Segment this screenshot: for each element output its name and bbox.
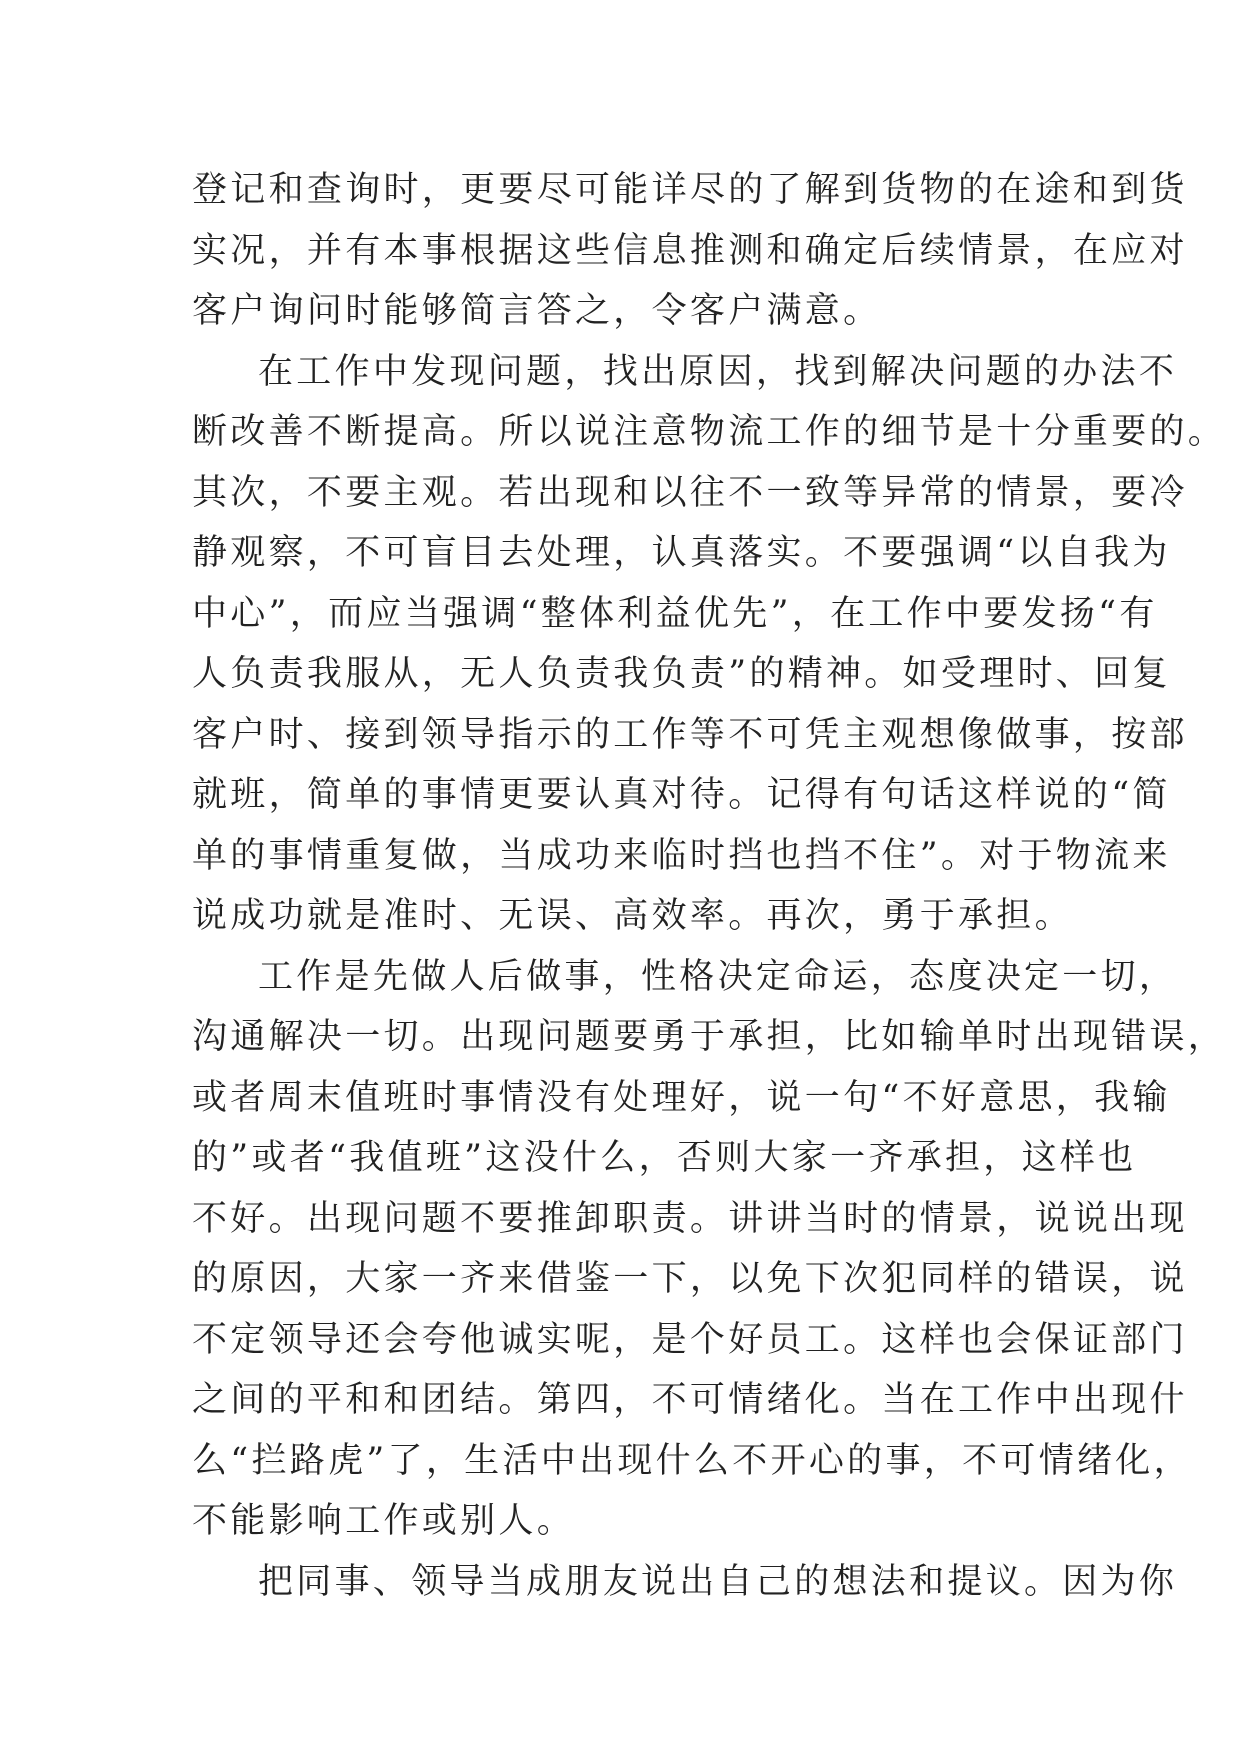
text-line: 的原因，大家一齐来借鉴一下，以免下次犯同样的错误，说 <box>192 1259 1188 1299</box>
text-line: 断改善不断提高。所以说注意物流工作的细节是十分重要的。 <box>192 412 1227 452</box>
text-line: 不定领导还会夸他诚实呢，是个好员工。这样也会保证部门 <box>192 1319 1188 1360</box>
text-line: 不能影响工作或别人。 <box>192 1501 576 1541</box>
text-line: 把同事、领导当成朋友说出自己的想法和提议。因为你 <box>258 1561 1178 1602</box>
text-line: 的”或者“我值班”这没什么，否则大家一齐承担，这样也 <box>192 1138 1137 1178</box>
text-line: 静观察，不可盲目去处理，认真落实。不要强调“以自我为 <box>192 533 1171 573</box>
text-line: 实况，并有本事根据这些信息推测和确定后续情景，在应对 <box>192 230 1188 271</box>
text-line: 么“拦路虎”了，生活中出现什么不开心的事，不可情绪化， <box>192 1440 1192 1481</box>
body-text <box>192 160 1227 1612</box>
text-line: 其次，不要主观。若出现和以往不一致等异常的情景，要冷 <box>192 472 1188 513</box>
paragraph <box>192 342 1227 947</box>
text-line: 人负责我服从，无人负责我负责”的精神。如受理时、回复 <box>192 654 1171 694</box>
text-line: 不好。出现问题不要推卸职责。讲讲当时的情景，说说出现 <box>192 1198 1188 1239</box>
text-line: 单的事情重复做，当成功来临时挡也挡不住”。对于物流来 <box>192 835 1171 876</box>
text-line: 就班，简单的事情更要认真对待。记得有句话这样说的“简 <box>192 775 1171 815</box>
text-line: 在工作中发现问题，找出原因，找到解决问题的办法不 <box>258 351 1178 392</box>
text-line: 中心”，而应当强调“整体利益优先”，在工作中要发扬“有 <box>192 593 1158 634</box>
text-line: 客户询问时能够简言答之，令客户满意。 <box>192 291 882 331</box>
paragraph <box>192 947 1227 1552</box>
paragraph <box>192 1552 1178 1613</box>
paragraph <box>192 160 1188 342</box>
text-line: 登记和查询时，更要尽可能详尽的了解到货物的在途和到货 <box>192 170 1188 210</box>
text-line: 说成功就是准时、无误、高效率。再次，勇于承担。 <box>192 896 1073 936</box>
text-line: 客户时、接到领导指示的工作等不可凭主观想像做事，按部 <box>192 714 1188 755</box>
text-line: 沟通解决一切。出现问题要勇于承担，比如输单时出现错误， <box>192 1017 1227 1057</box>
text-line: 工作是先做人后做事，性格决定命运，态度决定一切， <box>258 956 1178 997</box>
text-line: 或者周末值班时事情没有处理好，说一句“不好意思，我输 <box>192 1077 1171 1118</box>
text-line: 之间的平和和团结。第四，不可情绪化。当在工作中出现什 <box>192 1380 1188 1420</box>
